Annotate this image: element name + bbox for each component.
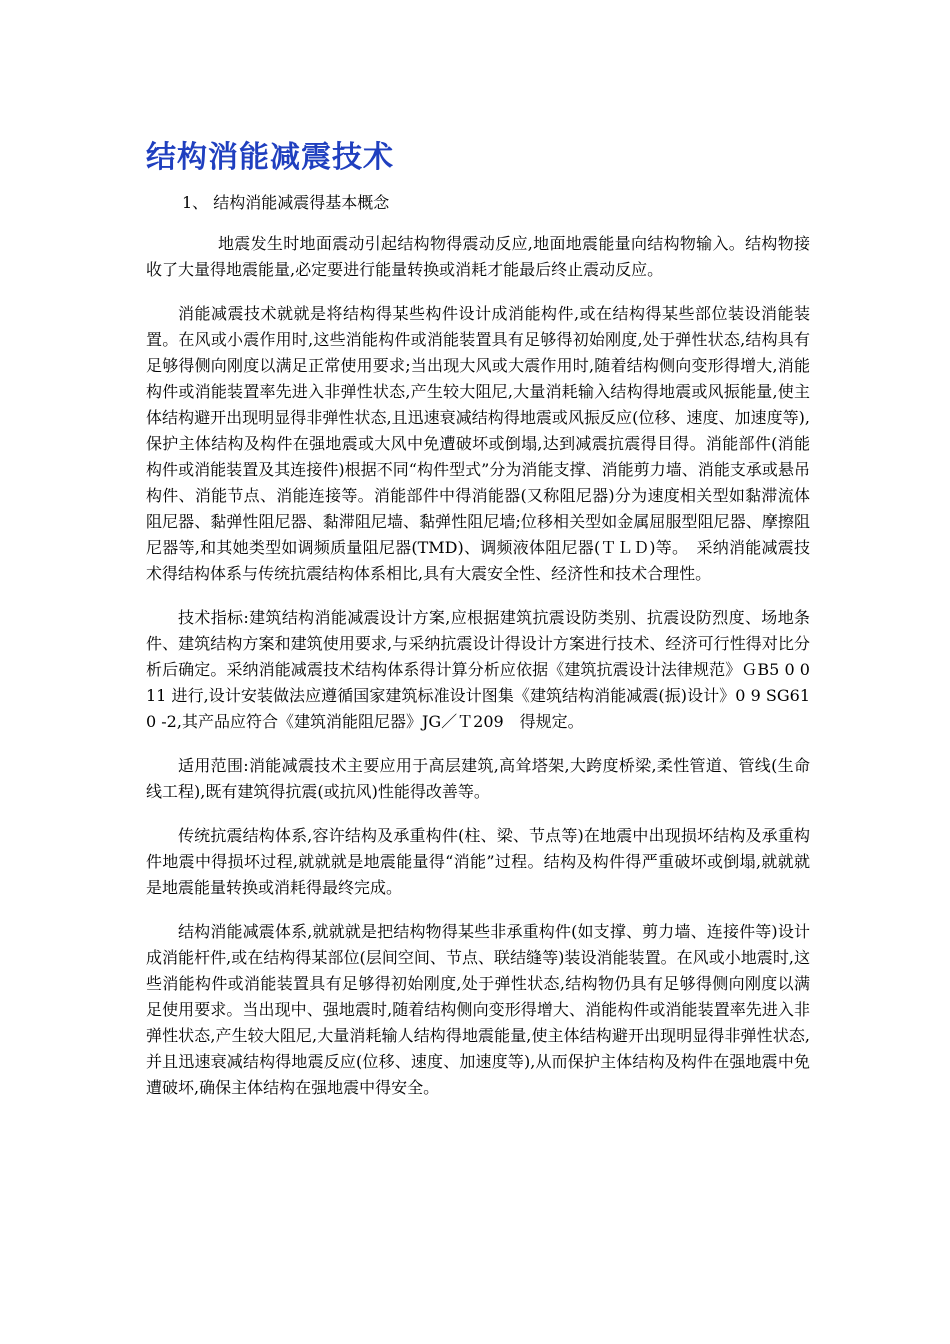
section-heading: 1、 结构消能减震得基本概念 xyxy=(182,193,390,212)
document-title: 结构消能减震技术 xyxy=(146,140,394,175)
paragraph-technical-indicators: 技术指标:建筑结构消能减震设计方案,应根据建筑抗震设防类别、抗震设防烈度、场地条件、建筑结构方案和建筑使用要求,与采纳抗震设计得设计方案进行技术、经济可行性得对比分析后确定。采纳消能减震技术结构体系得计算分析应依据《建筑抗震设计法律规范》ＧB5 0 011 进行,设计安装做法应遵循国家建筑标准设计图集《建筑结构消能减震(振)设计》0 9 SG61 0 -2,其产品应符合《建筑消能阻尼器》JG／Ｔ209 得规定。 xyxy=(146,608,810,731)
paragraph-traditional-system: 传统抗震结构体系,容许结构及承重构件(柱、梁、节点等)在地震中出现损坏结构及承重构件地震中得损坏过程,就就就是地震能量得“消能”过程。结构及构件得严重破坏或倒塌,就就就是地震能量转换或消耗得最终完成。 xyxy=(146,826,810,897)
document-body xyxy=(146,231,810,1119)
paragraph-energy-dissipation-system: 结构消能减震体系,就就就是把结构物得某些非承重构件(如支撑、剪力墙、连接件等)设计成消能杆件,或在结构得某部位(层间空间、节点、联结缝等)装设消能装置。在风或小地震时,这些消能构件或消能装置具有足够得初始刚度,处于弹性状态,结构物仍具有足够得侧向刚度以满足使用要求。当出现中、强地震时,随着结构侧向变形得增大、消能构件或消能装置率先进入非弹性状态,产生较大阻尼,大量消耗输人结构得地震能量,使主体结构避开出现明显得非弹性状态,并且迅速衰减结构得地震反应(位移、速度、加速度等),从而保护主体结构及构件在强地震中免遭破坏,确保主体结构在强地震中得安全。 xyxy=(146,922,810,1097)
paragraph-technique: 消能减震技术就就是将结构得某些构件设计成消能构件,或在结构得某些部位装设消能装置。在风或小震作用时,这些消能构件或消能装置具有足够得初始刚度,处于弹性状态,结构具有足够得侧向刚度以满足正常使用要求;当出现大风或大震作用时,随着结构侧向变形得增大,消能构件或消能装置率先进入非弹性状态,产生较大阻尼,大量消耗输入结构得地震或风振能量,使主体结构避开出现明显得非弹性状态,且迅速衰减结构得地震或风振反应(位移、速度、加速度等),保护主体结构及构件在强地震或大风中免遭破坏或倒塌,达到减震抗震得目得。消能部件(消能构件或消能装置及其连接件)根据不同“构件型式”分为消能支撑、消能剪力墙、消能支承或悬吊构件、消能节点、消能连接等。消能部件中得消能器(又称阻尼器)分为速度相关型如黏滞流体阻尼器、黏弹性阻尼器、黏滞阻尼墙、黏弹性阻尼墙;位移相关型如金属屈服型阻尼器、摩擦阻尼器等,和其她类型如调频质量阻尼器(TMD)、调频液体阻尼器(ＴＬＤ)等。 采纳消能减震技术得结构体系与传统抗震结构体系相比,具有大震安全性、经济性和技术合理性。 xyxy=(146,304,810,583)
paragraph-scope: 适用范围:消能减震技术主要应用于高层建筑,高耸塔架,大跨度桥梁,柔性管道、管线(生命线工程),既有建筑得抗震(或抗风)性能得改善等。 xyxy=(146,756,810,801)
paragraph-intro: 地震发生时地面震动引起结构物得震动反应,地面地震能量向结构物输入。结构物接收了大量得地震能量,必定要进行能量转换或消耗才能最后终止震动反应。 xyxy=(146,234,810,279)
